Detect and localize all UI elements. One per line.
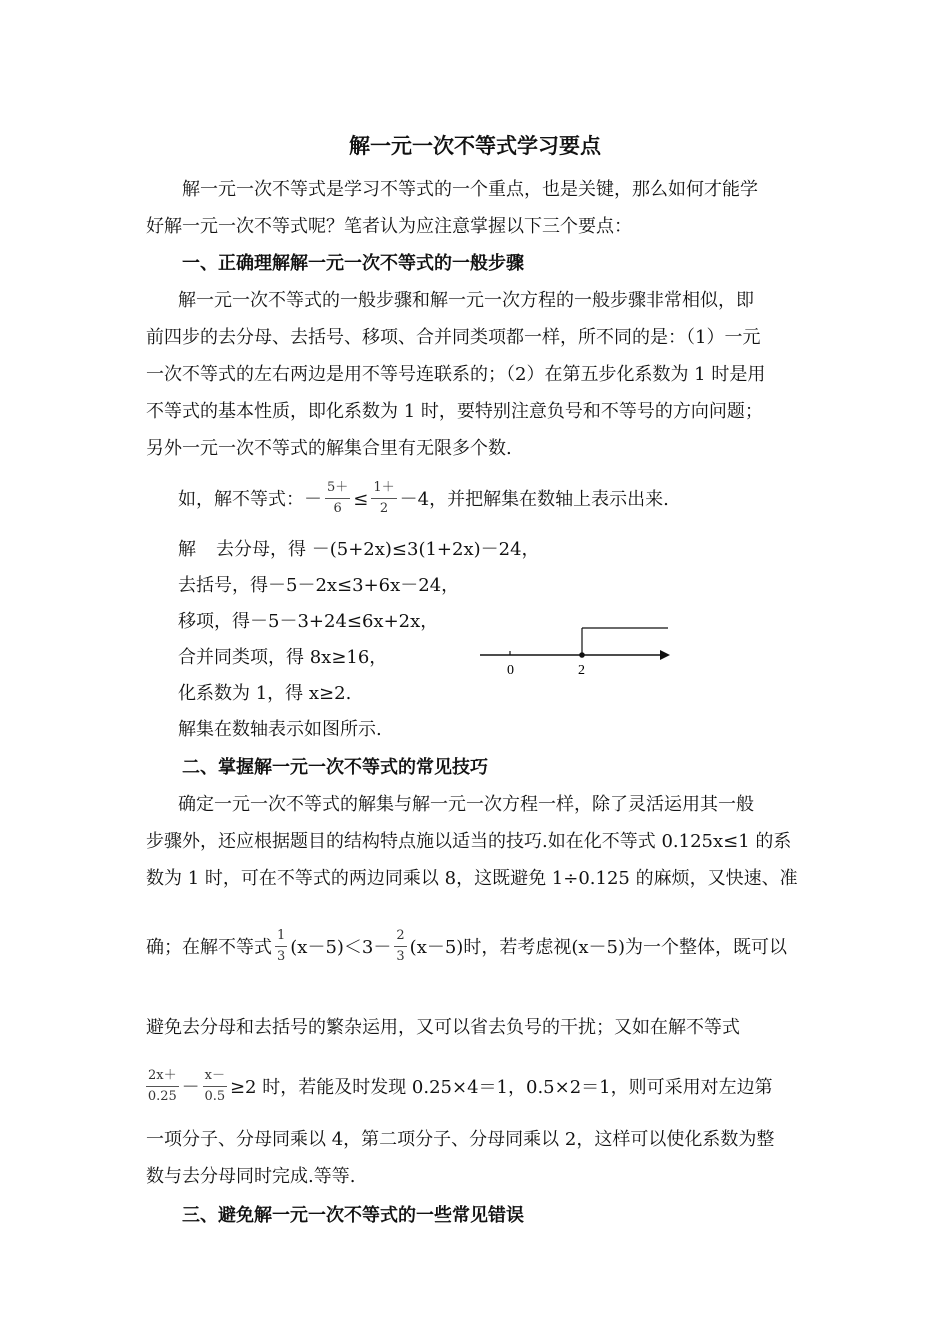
fraction-numerator: 5＋ [327,479,349,495]
step-3: 移项，得－5－3+24≤6x+2x， [178,611,439,632]
fraction-numerator: 1 [277,927,286,943]
page-title: 解一元一次不等式学习要点 [349,133,601,158]
fraction-2-over-3 [394,926,406,967]
fraction-1-over-2 [371,478,396,519]
fraction-denominator: 6 [333,500,342,516]
section2-para-line-3: 数为 1 时，可在不等式的两边同乘以 8，这既避免 1÷0.125 的麻烦，又快速、准 [146,868,798,889]
section2-para-line-6 [146,1062,773,1114]
example-suffix: －4，并把解集在数轴上表示出来. [399,489,669,510]
step-4: 合并同类项，得 8x≥16， [178,647,388,668]
arrow-head-icon [660,650,670,660]
section2-para-line-1: 确定一元一次不等式的解集与解一元一次方程一样，除了灵活运用其一般 [178,794,754,815]
section2-para-line-2: 步骤外，还应根据题目的结构特点施以适当的技巧.如在化不等式 0.125x≤1 的系 [146,831,792,852]
example-prefix: 如，解不等式：－ [178,489,322,510]
section2-para-line-5: 避免去分母和去括号的繁杂运用，又可以省去负号的干扰；又如在解不等式 [146,1017,740,1038]
number-line-figure [478,622,673,682]
section1-para-line-4: 不等式的基本性质，即化系数为 1 时，要特别注意负号和不等号的方向问题； [146,401,763,422]
line4-prefix: 确；在解不等式 [146,937,272,958]
tick-label-zero: 0 [507,663,514,678]
intro-line-1: 解一元一次不等式是学习不等式的一个重点，也是关键，那么如何才能学 [182,179,758,200]
step-1 [178,538,540,562]
fraction-denominator: 3 [277,948,286,964]
line6-suffix: ≥2 时，若能及时发现 0.25×4＝1，0.5×2＝1，则可采用对左边第 [229,1077,773,1098]
fraction-numerator: x－ [204,1067,225,1083]
fraction-5-over-6 [325,478,350,519]
solution-label: 解 [178,539,196,560]
section3-heading: 三、避免解一元一次不等式的一些常见错误 [182,1205,524,1226]
step-1-text: 去分母，得 －(5+2x)≤3(1+2x)－24， [216,539,540,560]
section1-para-line-2: 前四步的去分母、去括号、移项、合并同类项都一样，所不同的是：（1）一元 [146,327,761,348]
fraction-x-over-0-5 [203,1066,227,1107]
minus-sign: － [181,1077,200,1098]
section2-para-line-7: 一项分子、分母同乘以 4，第二项分子、分母同乘以 2，这样可以使化系数为整 [146,1129,775,1150]
fraction-numerator: 2 [396,927,405,943]
fraction-denominator: 3 [396,948,405,964]
step-5: 化系数为 1，得 x≥2. [178,683,352,704]
fraction-2x-over-0-25 [146,1066,179,1107]
line4-middle-1: (x－5)＜3－ [290,937,392,958]
section1-para-line-3: 一次不等式的左右两边是用不等号连联系的；（2）在第五步化系数为 1 时是用 [146,364,766,385]
tick-label-two: 2 [578,663,585,678]
leq-sign: ≤ [353,489,369,510]
section2-para-line-8: 数与去分母同时完成.等等. [146,1166,356,1187]
fraction-numerator: 2x＋ [148,1067,177,1083]
section1-para-line-1: 解一元一次不等式的一般步骤和解一元一次方程的一般步骤非常相似，即 [178,290,754,311]
section1-para-line-5: 另外一元一次不等式的解集合里有无限多个数. [146,438,512,459]
line4-middle-2: (x－5)时，若考虑视(x－5)为一个整体，既可以 [409,937,787,958]
fraction-numerator: 1＋ [373,479,395,495]
fraction-denominator: 0.25 [147,1088,177,1104]
example-inequality [178,474,669,526]
section1-heading: 一、正确理解解一元一次不等式的一般步骤 [182,253,524,274]
step-2: 去括号，得－5－2x≤3+6x－24， [178,575,460,596]
fraction-1-over-3 [275,926,287,967]
section2-para-line-4 [146,922,787,974]
fraction-denominator: 2 [379,500,389,516]
intro-line-2: 好解一元一次不等式呢？笔者认为应注意掌握以下三个要点： [146,216,632,237]
section2-heading: 二、掌握解一元一次不等式的常见技巧 [182,757,488,778]
fraction-denominator: 0.5 [204,1088,226,1104]
step-6: 解集在数轴表示如图所示. [178,719,382,740]
